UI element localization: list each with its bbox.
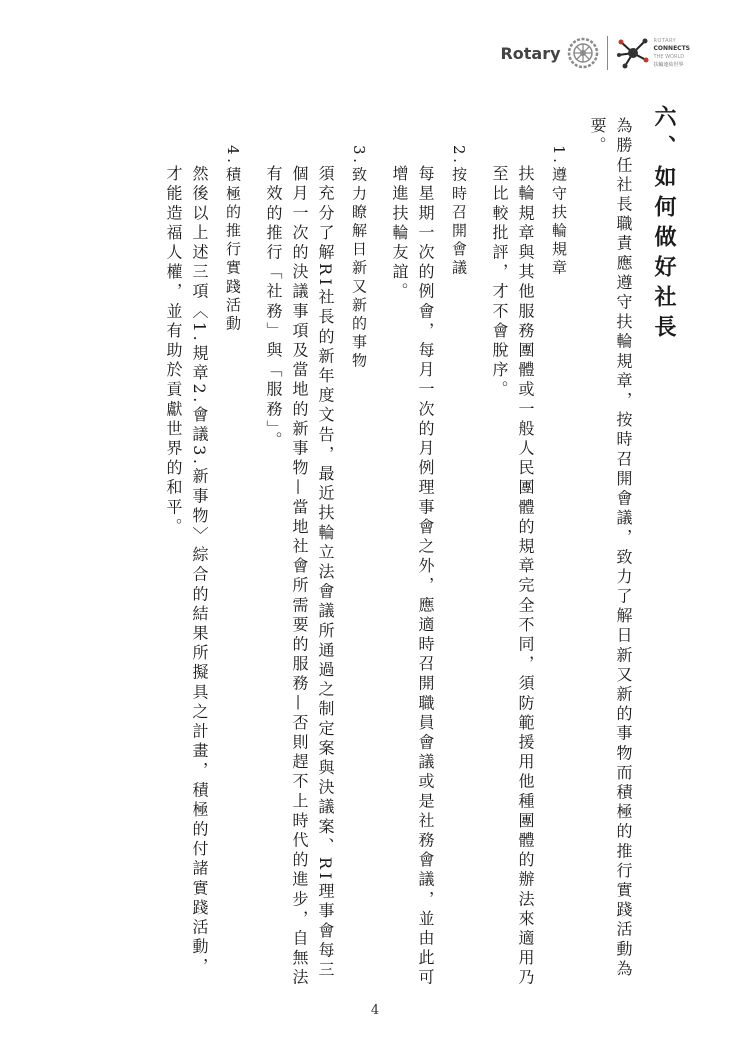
rotary-wordmark: Rotary xyxy=(500,43,561,63)
document-body xyxy=(62,105,682,995)
connect-line-3: THE WORLD xyxy=(653,54,685,60)
item-text-2: 每星期一次的例會，每月一次的月例理事會之外，應適時召開職員會議或是社務會議，並由此可增進扶輪友誼。 xyxy=(390,165,435,989)
item-heading-2: 2.按時召開會議 xyxy=(450,145,468,279)
connect-line-4: 扶輪連結世界 xyxy=(653,62,684,68)
connects-world-icon xyxy=(616,36,650,70)
logo-divider xyxy=(607,36,608,70)
item-heading-4: 4.積極的推行實踐活動 xyxy=(224,145,242,334)
item-text-3: 須充分了解RI社長的新年度文告，最近扶輪立法會議所通過之制定案與決議案、RI理事會每三個月一次的決議事項及當地的新事物—當地社會所需要的服務—否則趕不上時代的進步，自無法有效的推行「社務」與「服務」。 xyxy=(264,165,335,989)
connect-line-2: CONNECTS xyxy=(653,45,690,52)
header-logos xyxy=(500,30,690,76)
section-title: 六、如何做好社長 xyxy=(651,105,677,345)
item-text-4: 然後以上述三項〈1.規章2.會議3.新事物〉綜合的結果所擬具之計畫，積極的付諸實踐活動，才能造福人權，並有助於貢獻世界的和平。 xyxy=(164,165,209,978)
item-text-1: 扶輪規章與其他服務團體或一般人民團體的規章完全不同，須防範援用他種團體的辦法來適用乃至比較批評，才不會脫序。 xyxy=(490,165,535,989)
page-number: 4 xyxy=(370,1003,380,1018)
connects-world-text xyxy=(654,37,690,69)
rotary-wheel-icon xyxy=(567,37,599,69)
connect-line-1: ROTARY xyxy=(653,38,677,44)
item-heading-3: 3.致力瞭解日新又新的事物 xyxy=(350,145,368,372)
item-heading-1: 1.遵守扶輪規章 xyxy=(550,145,568,279)
section-intro: 為勝任社長職責應遵守扶輪規章，按時召開會議，致力了解日新又新的事物而積極的推行實踐活動為要。 xyxy=(588,117,633,980)
